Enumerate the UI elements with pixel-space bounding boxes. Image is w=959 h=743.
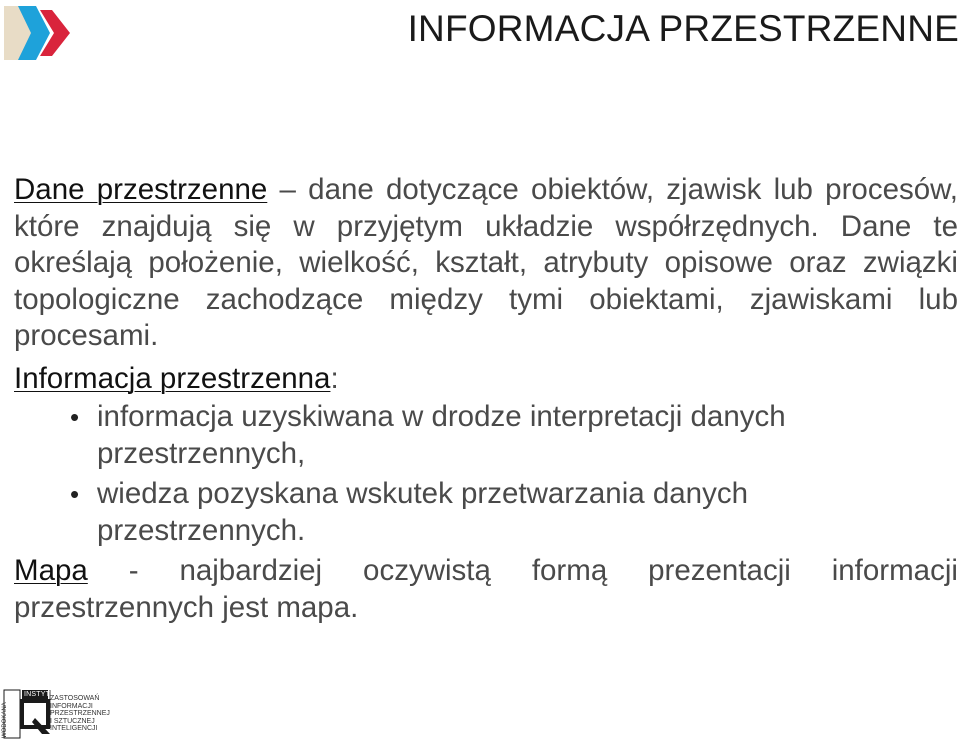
term-mapa: Mapa xyxy=(14,554,88,587)
page-title: INFORMACJA PRZESTRZENNE xyxy=(407,8,959,49)
chevron-arrows-logo xyxy=(4,4,76,62)
bullet-text: wiedza pozyskana wskutek przetwarzania danych przestrzennych. xyxy=(97,477,748,547)
term-dane-przestrzenne: Dane przestrzenne xyxy=(14,173,268,206)
paragraph-mapa-line-2: przestrzennych jest mapa. xyxy=(14,590,359,624)
institute-label: INSTYTUT xyxy=(24,691,60,698)
institute-name-line: ZASTOSOWAŃ xyxy=(50,695,100,702)
mapa-word: - xyxy=(128,554,139,587)
bullet-list xyxy=(14,399,958,549)
mapa-word: najbardziej xyxy=(179,554,323,587)
institute-name-line: PRZESTRZENNEJ xyxy=(50,710,110,717)
mapa-word: oczywistą xyxy=(363,554,491,587)
institute-name-line: INFORMACJI xyxy=(50,702,93,710)
bullet-icon: • xyxy=(70,479,80,509)
mapa-word: informacji xyxy=(831,554,958,587)
list-item xyxy=(14,476,958,549)
bullet-text: informacja uzyskiwana w drodze interpretacji danych przestrzennych, xyxy=(97,400,786,470)
list-item xyxy=(14,399,958,472)
paragraph-mapa-line-1 xyxy=(14,553,958,590)
paragraph-informacja-przestrzenna xyxy=(14,361,958,398)
vertical-side-label: WODOKANA xyxy=(2,702,8,738)
term-informacja-przestrzenna: Informacja przestrzenna xyxy=(14,361,331,395)
mapa-word: prezentacji xyxy=(648,554,791,587)
bullet-icon: • xyxy=(70,402,80,432)
slide-content xyxy=(14,172,958,626)
institute-name xyxy=(50,695,110,733)
paragraph-dane-przestrzenne xyxy=(14,172,958,355)
institute-name-line: I SZTUCZNEJ xyxy=(50,717,95,725)
definition-dane-przestrzenne: – dane dotyczące obiektów, zjawisk lub procesów, które znajdują się w przyjętym układzie współrzędnych. Dane te określają położenie, wielkość, kształt, atrybuty opisowe oraz związki topologiczne zachodzące między tymi obiektami, zjawiskami lub procesami. xyxy=(14,173,958,352)
colon: : xyxy=(330,361,339,395)
mapa-word: formą xyxy=(531,554,608,587)
institute-name-line: INTELIGENCJI xyxy=(50,725,98,732)
